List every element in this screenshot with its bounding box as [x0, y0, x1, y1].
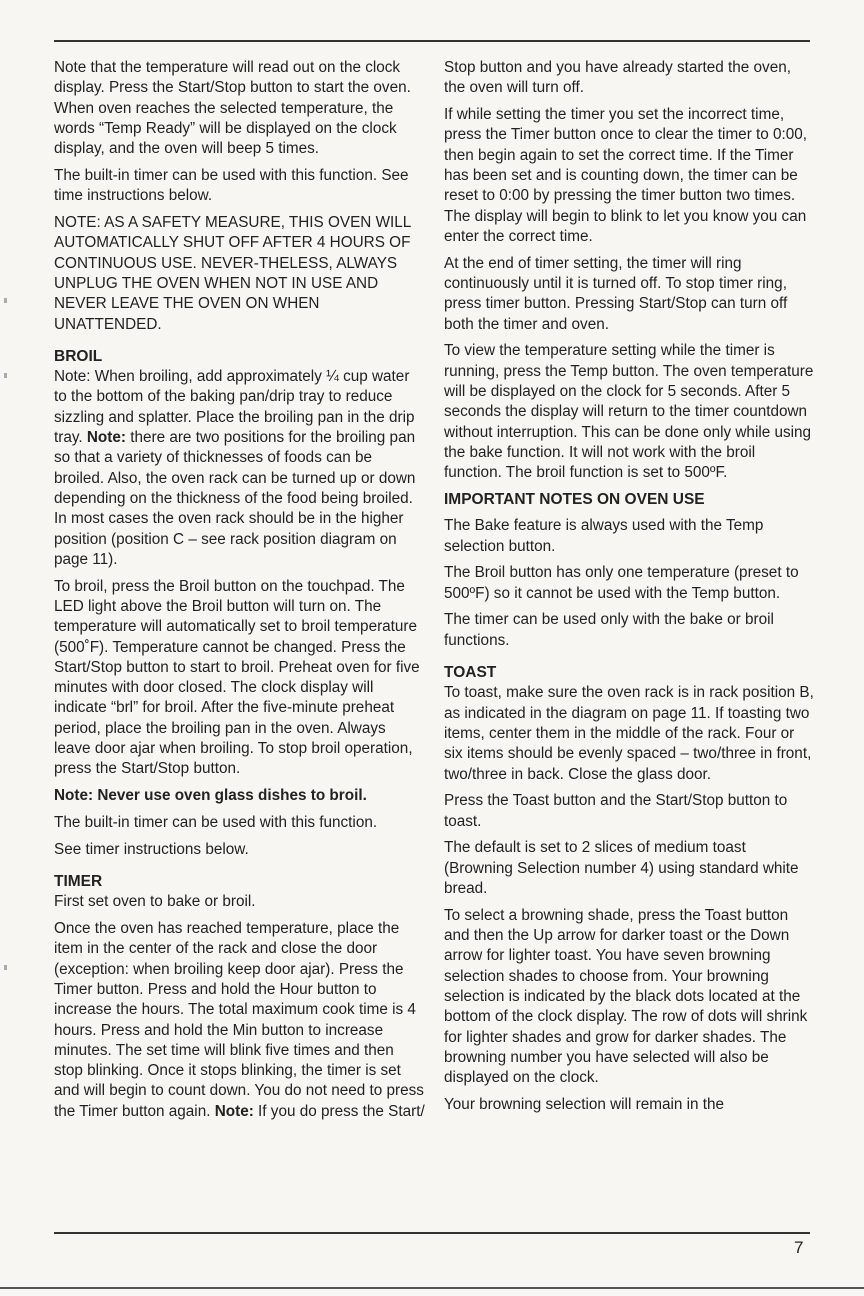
important-notes-heading: IMPORTANT NOTES ON OVEN USE [444, 490, 705, 508]
paragraph: Note that the temperature will read out on the clock display. Press the Start/Stop button to start the oven. When oven reaches the selected temperature, the words “Temp Ready” will be displayed on the clock display, and the oven will beep 5 times. [54, 59, 411, 158]
paragraph: The built-in timer can be used with this function. See time instructions below. [54, 166, 409, 205]
toast-paragraph: To select a browning shade, press the Toast button and then the Up arrow for darker toast or the Down arrow for lighter toast. You have seven browning selection shades to choose from. Your browning selection is indicated by the black dots located at the bottom of the clock display. The row of dots will shrink for lighter shades and grow for darker shades. The browning number you have selected will also be displayed on the clock. [444, 906, 808, 1087]
page-number: 7 [794, 1238, 804, 1257]
broil-paragraph: To broil, press the Broil button on the touchpad. The LED light above the Broil button will turn on. The temperature will automatically set to broil temperature (500˚F). Temperature cannot be changed. Press the Start/Stop button to start to broil. Preheat oven for five minutes with door closed. The clock display will indicate “brl” for broil. After the five-minute preheat period, place the broiling pan in the oven. Always leave door ajar when broiling. To stop broil operation, press the Start/Stop button. [54, 577, 420, 778]
paragraph: To view the temperature setting while the timer is running, press the Temp button. The oven temperature will be displayed on the clock for 5 seconds. After 5 seconds the display will return to the timer countdown without interruption. This can be done only while using the bake function. It will not work with the broil function. The broil function is set to 500ºF. [444, 342, 814, 482]
safety-note: NOTE: AS A SAFETY MEASURE, THIS OVEN WILL AUTOMATICALLY SHUT OFF AFTER 4 HOURS OF CONTINUOUS USE. NEVER-THELESS, ALWAYS UNPLUG THE OVEN WHEN NOT IN USE AND NEVER LEAVE THE OVEN ON WHEN UNATTENDED. [54, 214, 411, 333]
margin-mark [4, 373, 7, 378]
paragraph: At the end of timer setting, the timer will ring continuously until it is turned off. To stop timer ring, press timer button. Pressing Start/Stop can turn off both the timer and oven. [444, 254, 788, 333]
toast-heading: TOAST [444, 664, 497, 682]
toast-paragraph: To toast, make sure the oven rack is in rack position B, as indicated in the diagram on page 11. If toasting two items, center them in the middle of the rack. Four or six items should be evenly spaced – two/three in front, two/three in back. Close the glass door. [444, 684, 814, 783]
paragraph: The Broil button has only one temperature (preset to 500ºF) so it cannot be used with the Temp button. [444, 564, 799, 602]
timer-heading: TIMER [54, 872, 103, 890]
toast-paragraph: Your browning selection will remain in the [444, 1095, 725, 1113]
timer-paragraph: First set oven to bake or broil. [54, 893, 256, 911]
paragraph: See timer instructions below. [54, 840, 249, 858]
timer-paragraph: Once the oven has reached temperature, place the item in the center of the rack and close the door (exception: when broiling keep door ajar). Press the Timer button. Press and hold the Hour button to increase the hours. The total maximum cook time is 4 hours. Press and hold the Min button to increase minutes. The set time will blink five times and then stop blinking. Once it stops blinking, the timer is set and will begin to count down. You do not need to press the Timer button again. Note: If you do press the Start/ [54, 920, 425, 1120]
bottom-rule [54, 1232, 810, 1234]
broil-heading: BROIL [54, 347, 103, 365]
paragraph: The built-in timer can be used with this function. [54, 813, 378, 831]
right-column [444, 58, 816, 1122]
paragraph: The Bake feature is always used with the Temp selection button. [444, 517, 764, 555]
broil-warning: Note: Never use oven glass dishes to broil. [54, 787, 367, 805]
top-rule [54, 40, 810, 42]
paragraph: If while setting the timer you set the incorrect time, press the Timer button once to clear the timer to 0:00, then begin again to set the correct time. If the Timer has been set and is counting down, the timer can be reset to 0:00 by pressing the timer button two times. The display will begin to blink to let you know you can enter the correct time. [444, 106, 808, 245]
page-edge [0, 1287, 864, 1289]
margin-mark [4, 965, 7, 970]
toast-paragraph: Press the Toast button and the Start/Stop button to toast. [444, 792, 788, 830]
broil-paragraph: Note: When broiling, add approximately ¼ cup water to the bottom of the baking pan/drip tray to reduce sizzling and splatter. Place the broiling pan in the drip tray. Note: there are two positions for the broiling pan so that a variety of thicknesses of foods can be broiled. Also, the oven rack can be turned up or down depending on the thickness of the food being broiled. In most cases the oven rack should be in the higher position (position C – see rack position diagram on page 11). [54, 368, 416, 568]
toast-paragraph: The default is set to 2 slices of medium toast (Browning Selection number 4) using standard white bread. [444, 839, 799, 897]
paragraph: The timer can be used only with the bake or broil functions. [444, 611, 774, 649]
paragraph: Stop button and you have already started the oven, the oven will turn off. [444, 59, 791, 97]
left-column [54, 58, 426, 1129]
margin-mark [4, 298, 7, 303]
